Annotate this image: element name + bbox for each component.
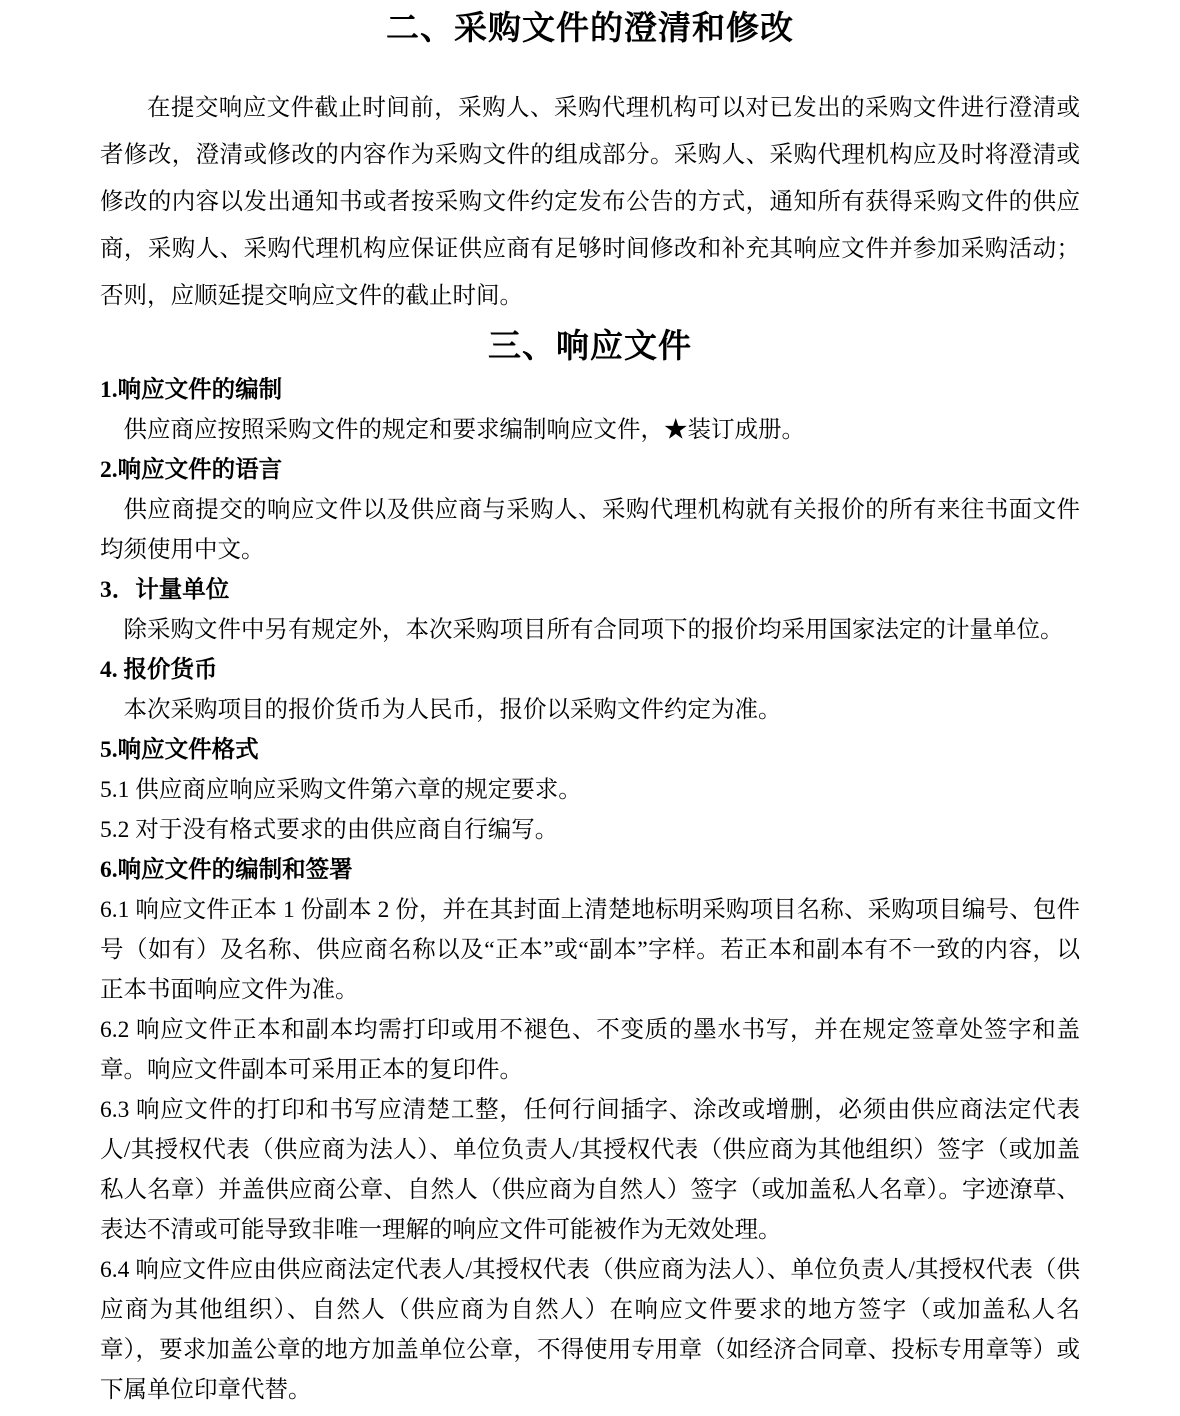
- item-3-heading: 3．计量单位: [100, 577, 230, 603]
- section-2-title: 二、采购文件的澄清和修改: [386, 11, 794, 47]
- section-2-paragraph: 在提交响应文件截止时间前，采购人、采购代理机构可以对已发出的采购文件进行澄清或者修改，澄清或修改的内容作为采购文件的组成部分。采购人、采购代理机构应及时将澄清或修改的内容以发出通知书或者按采购文件约定发布公告的方式，通知所有获得采购文件的供应商，采购人、采购代理机构应保证供应商有足够时间修改和补充其响应文件并参加采购活动；否则，应顺延提交响应文件的截止时间。: [100, 95, 1080, 309]
- item-6-heading: 6.响应文件的编制和签署: [100, 857, 353, 883]
- clause-5-1: 5.1 供应商应响应采购文件第六章的规定要求。: [100, 777, 582, 803]
- clause-6-3: 6.3 响应文件的打印和书写应清楚工整，任何行间插字、涂改或增删，必须由供应商法定代表人/其授权代表（供应商为法人）、单位负责人/其授权代表（供应商为其他组织）签字（或加盖私人名章）并盖供应商公章、自然人（供应商为自然人）签字（或加盖私人名章）。字迹潦草、表达不清或可能导致非唯一理解的响应文件可能被作为无效处理。: [100, 1097, 1080, 1243]
- item-5-heading: 5.响应文件格式: [100, 737, 259, 763]
- item-4-heading: 4. 报价货币: [100, 657, 218, 683]
- section-3-title: 三、响应文件: [488, 329, 692, 365]
- clause-6-2: 6.2 响应文件正本和副本均需打印或用不褪色、不变质的墨水书写，并在规定签章处签字和盖章。响应文件副本可采用正本的复印件。: [100, 1017, 1080, 1083]
- item-4-body: 本次采购项目的报价货币为人民币，报价以采购文件约定为准。: [123, 697, 782, 723]
- section-3-body: [100, 370, 1080, 1410]
- clause-6-4: 6.4 响应文件应由供应商法定代表人/其授权代表（供应商为法人）、单位负责人/其授权代表（供应商为其他组织）、自然人（供应商为自然人）在响应文件要求的地方签字（或加盖私人名章），要求加盖公章的地方加盖单位公章，不得使用专用章（如经济合同章、投标专用章等）或下属单位印章代替。: [100, 1257, 1080, 1403]
- item-2-heading: 2.响应文件的语言: [100, 457, 283, 483]
- clause-5-2: 5.2 对于没有格式要求的由供应商自行编写。: [100, 817, 559, 843]
- item-2-body: 供应商提交的响应文件以及供应商与采购人、采购代理机构就有关报价的所有来往书面文件均须使用中文。: [100, 497, 1080, 563]
- clause-6-1: 6.1 响应文件正本 1 份副本 2 份，并在其封面上清楚地标明采购项目名称、采购项目编号、包件号（如有）及名称、供应商名称以及“正本”或“副本”字样。若正本和副本有不一致的内容，以正本书面响应文件为准。: [100, 897, 1080, 1003]
- item-1-body: 供应商应按照采购文件的规定和要求编制响应文件，★装订成册。: [123, 417, 805, 443]
- item-3-body: 除采购文件中另有规定外，本次采购项目所有合同项下的报价均采用国家法定的计量单位。: [123, 617, 1064, 643]
- item-1-heading: 1.响应文件的编制: [100, 377, 283, 403]
